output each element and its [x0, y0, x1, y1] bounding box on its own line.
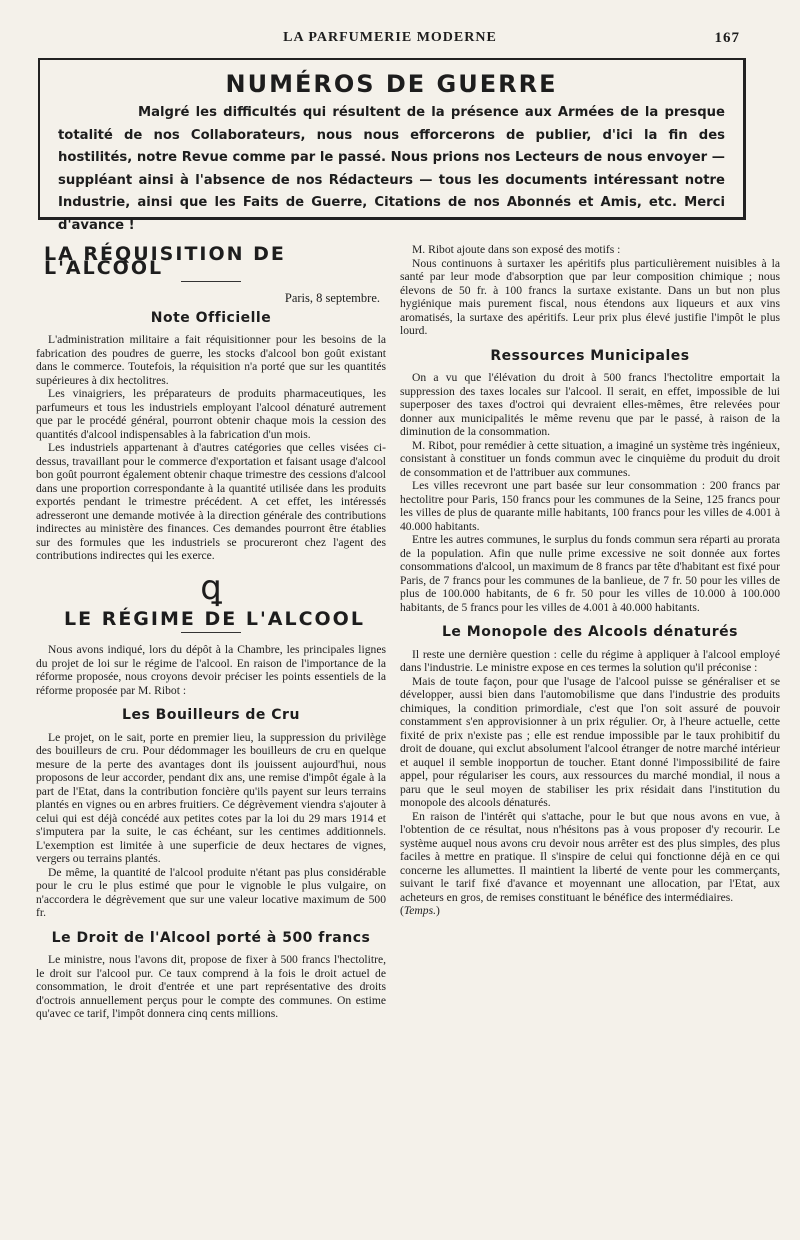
- section-paragraph: Le ministre, nous l'avons dit, propose de fixer à 500 francs l'hectolitre, le droit sur l'alcool pur. Ce taux comprend à la fois le droit actuel de consommation, le droit d'entrée et une part représentative des droits d'octrois annuellement perçus pour le compte des communes. On estime qu'avec ce tarif, l'impôt donnera cinq cents millions.: [36, 953, 386, 1020]
- page-number: 167: [714, 30, 740, 46]
- section-title: Le Monopole des Alcools dénaturés: [442, 624, 738, 640]
- section-title: Le Droit de l'Alcool porté à 500 francs: [51, 929, 371, 946]
- title-rule: [181, 281, 241, 282]
- section-title: Ressources Municipales: [490, 347, 690, 364]
- article2-intro: Nous avons indiqué, lors du dépôt à la Chambre, les principales lignes du projet de loi sur le régime de l'alcool. En raison de l'importance de la réforme proposée, nous croyons devoir préciser les points essentiels de la réforme proposée par M. Ribot :: [36, 643, 386, 697]
- running-head: [40, 30, 740, 52]
- article1-paragraph: Les industriels appartenant à d'autres catégories que celles visées ci-dessus, travaillant pour le commerce d'exportation et faisant usage d'alcool bon goût pourront également obtenir chaque trimestre des cessions d'alcool dans une proportion correspondante à la quantité utilisée dans les produits exportés pendant le trimestre précédent. A cet effet, les intéressés adresseront une demande motivée à la direction générale des contributions indirectes au ministère des finances. Ces demandes pourront être établies sur des formules que les industriels se procureront chez l'agent des contributions indirectes qui les exerce.: [36, 441, 386, 562]
- section-paragraph: On a vu que l'élévation du droit à 500 francs l'hectolitre emportait la suppression des taxes locales sur l'alcool. Il serait, en effet, impossible de lui superposer des taxes d'octroi qui devraient elles-mêmes, être relevées pour donner aux municipalités le même revenu que par le passé, à raison de la diminution de la consommation.: [400, 371, 780, 438]
- notice-body: Malgré les difficultés qui résultent de la présence aux Armées de la presque totalité de nos Collaborateurs, nous nous efforcerons de publier, d'ici la fin des hostilités, notre Revue comme par le passé. Nous prions nos Lecteurs de nous envoyer — suppléant ainsi à l'absence de nos Rédacteurs — tous les documents intéressant notre Industrie, ainsi que les Faits de Guerre, Citations de nos Abonnés et Amis, etc. Merci d'avance !: [58, 105, 725, 233]
- section-paragraph: Mais de toute façon, pour que l'usage de l'alcool puisse se généraliser et se développer, aussi bien dans l'automobilisme que dans l'industrie des produits chimiques, la condition primordiale, c'est que l'on soit assuré de pouvoir constamment s'en approvisionner à un prix régulier. Or, à l'heure actuelle, cette fixité de prix n'existe pas ; elle est rendue impossible par le taux prohibitif du droit de douane, qui exclut absolument l'alcool étranger de notre marché intérieur et auquel il semble inopportun de toucher. Etant donné l'impossibilité de faire appel, pour régulariser les cours, aux ressources du marché mondial, il nous a paru que le seul moyen de stabiliser les prix résidait dans l'institution du monopole des alcools dénaturés.: [400, 674, 780, 809]
- dateline: Paris, 8 septembre.: [284, 291, 380, 305]
- section-paragraph: M. Ribot, pour remédier à cette situation, a imaginé un système très ingénieux, consistant à constituer un fonds commun avec le cinquième du produit du droit de consommation et de l'attribuer aux communes.: [400, 438, 780, 479]
- article1-title: LA RÉQUISITION DE L'ALCOOL: [44, 243, 286, 279]
- section-paragraph: Les villes recevront une part basée sur leur consommation : 200 francs par hectolitre pour Paris, 150 francs pour les communes de la Seine, 125 francs pour les villes de plus de quarante mille habitants, 100 francs pour les villes de 4.001 à 40.000 habitants.: [400, 479, 780, 533]
- section-paragraph: Il reste une dernière question : celle du régime à appliquer à l'alcool employé dans l'industrie. Le ministre expose en ces termes la solution qu'il préconise :: [400, 647, 780, 674]
- section-title: Les Bouilleurs de Cru: [122, 707, 300, 723]
- source-name: Temps.: [403, 904, 436, 917]
- war-notice-box: [38, 58, 746, 233]
- left-column: [36, 240, 386, 1021]
- article2-title: LE RÉGIME DE L'ALCOOL: [64, 607, 365, 630]
- title-rule: [181, 632, 241, 633]
- section-paragraph: En raison de l'intérêt qui s'attache, pour le but que nous avons en vue, à l'obtention de ce résultat, nous n'hésitons pas à vous proposer d'y recourir. Le système auquel nous avons cru devoir nous arrêter est des plus simples, des plus faciles à mettre en pratique. Il s'inspire de celui qui fonctionne déjà en ce qui concerne les allumettes. Il maintient la liberté de vente pour les commerçants, suivant le tarif fixé d'avance et moyennant une allocation, par l'Etat, aux acheteurs en gros, de remises constituant le bénéfice des intermédiaires.: [400, 809, 780, 904]
- article1-subtitle: Note Officielle: [150, 309, 272, 326]
- source-signature: (Temps.): [400, 904, 440, 917]
- notice-title: NUMÉROS DE GUERRE: [225, 70, 558, 98]
- section-paragraph: Le projet, on le sait, porte en premier lieu, la suppression du privilège des bouilleurs de cru. Pour dédommager les bouilleurs de cru en quelque mesure de la perte des avantages dont ils jouissent aujourd'hui, nous proposons de leur accorder, pendant dix ans, une remise d'impôt égale à la part de l'Etat, dans la contribution foncière qu'ils payent sur leurs terrains plantés en vignes ou en arbres fruitiers. Ce dégrèvement viendra s'ajouter à celui qui est déjà concédé aux petites cotes par la loi du 29 mars 1914 et s'imputera par la suite, le cas échéant, sur les centimes additionnels. L'exemption est limitée à une superficie de deux hectares de vignes, vergers ou terrains plantés.: [36, 730, 386, 865]
- article1-paragraph: Les vinaigriers, les préparateurs de produits pharmaceutiques, les parfumeurs et tous les industriels employant l'alcool dénaturé autrement que par le procédé général, pourront obtenir chaque mois la cession des quantités d'alcool indispensables à la fabrication d'un mois.: [36, 387, 386, 441]
- ornament-icon: ꝗ: [200, 567, 222, 608]
- section-paragraph: De même, la quantité de l'alcool produite n'étant pas plus considérable pour le cru le plus estimé que pour le vignoble le plus vulgaire, on n'accordera le dégrèvement que sur une valeur locative maximum de 500 fr.: [36, 865, 386, 919]
- journal-title: LA PARFUMERIE MODERNE: [283, 30, 497, 45]
- right-column: [400, 243, 780, 918]
- section-paragraph: M. Ribot ajoute dans son exposé des motifs :: [412, 243, 621, 256]
- section-paragraph: Nous continuons à surtaxer les apéritifs plus particulièrement nuisibles à la santé par leur mode d'absorption que par leur composition chimique ; nous élevons de 50 fr. à 100 francs la surtaxe existante. Dans un but non plus hygiénique mais purement fiscal, nous étendons aux liqueurs et aux vins aromatisés, la surtaxe des apéritifs. Leur prix plus élevé justifie l'impôt le plus lourd.: [400, 256, 780, 337]
- article1-paragraph: L'administration militaire a fait réquisitionner pour les besoins de la fabrication des poudres de guerre, les stocks d'alcool bon goût existant dans le commerce. Toutefois, la réquisition n'a porté que sur les quantités supérieures à dix hectolitres.: [36, 333, 386, 387]
- section-paragraph: Entre les autres communes, le surplus du fonds commun sera réparti au prorata de la population. Afin que nulle prime excessive ne soit donnée aux fortes consommations d'alcool, un maximum de 8 francs par tête d'habitant est fixé pour Paris, de 7 francs pour les communes de la banlieue, de 7 fr. 50 pour les villes de plus de 100.000 habitants, de 6 fr. 50 pour les villes de 10.000 à 100.000 habitants, de 5 francs pour les villes de 4.001 à 40.000 habitants.: [400, 533, 780, 614]
